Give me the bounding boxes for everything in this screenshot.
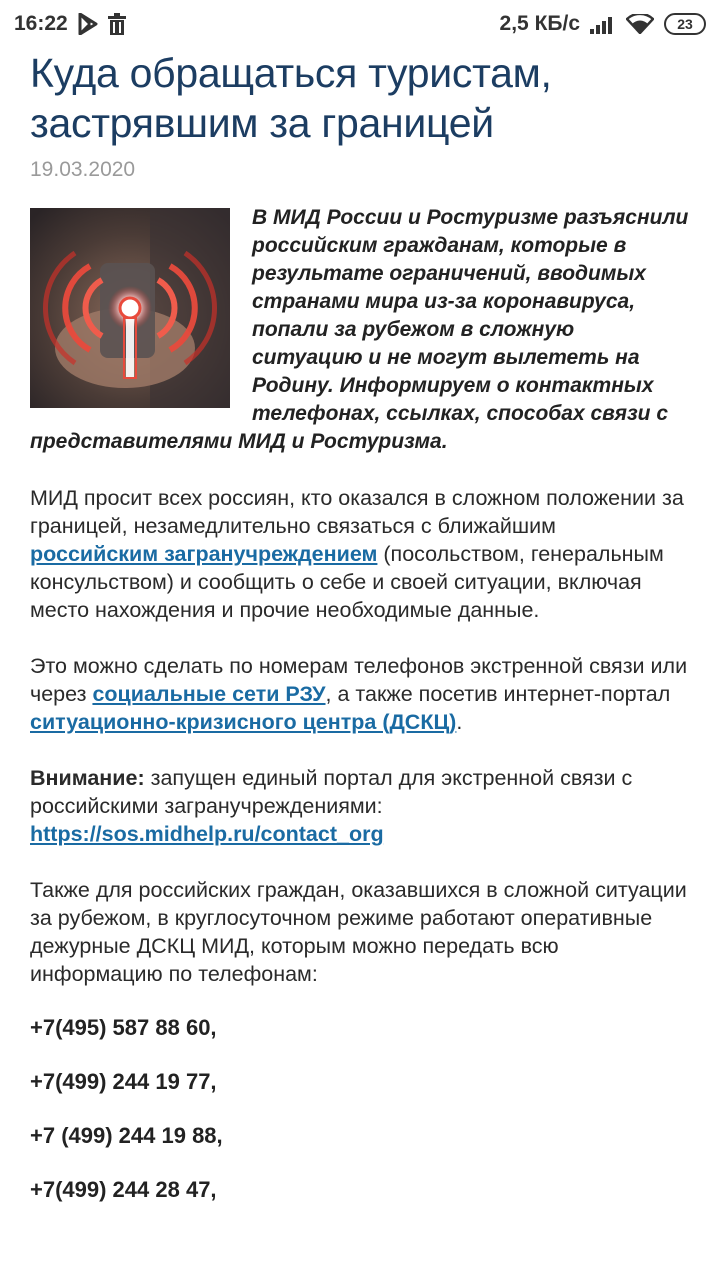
p2-text-before: Это можно сделать по номерам телефонов экстренной связи или через: [30, 654, 688, 706]
embassy-link[interactable]: российским загранучреждением: [30, 542, 378, 566]
article: [30, 48, 690, 1204]
phone-number: +7(495) 587 88 60,: [30, 1015, 217, 1040]
p2-text-after: .: [456, 710, 463, 734]
play-store-icon: [78, 13, 98, 35]
article-title: Куда обращаться туристам, застрявшим за границей: [30, 50, 552, 146]
p1-text-after: (посольством, генеральным консульством) и сообщить о себе и своей ситуации, включая место нахождения и прочие необходимые данные.: [30, 542, 664, 622]
phone-number: +7(499) 244 19 77,: [30, 1069, 217, 1094]
battery-level: 23: [677, 16, 693, 32]
sos-portal-link[interactable]: https://sos.midhelp.ru/contact_org: [30, 822, 384, 846]
p1-text-before: МИД просит всех россиян, кто оказался в сложном положении за границей, незамедлительно связаться с ближайшим: [30, 486, 684, 538]
status-bar-right: [500, 12, 706, 36]
paragraph-duty-officers: Также для российских граждан, оказавшихся в сложной ситуации за рубежом, в круглосуточном режиме работают оперативные дежурные ДСКЦ МИД, которым можно передать всю информацию по телефонам:: [30, 878, 687, 986]
battery-icon: [664, 13, 706, 35]
paragraph-emergency-channels: [30, 652, 690, 736]
status-time: 16:22: [14, 12, 68, 35]
lead-text: В МИД России и Ростуризме разъяснили российским гражданам, которые в результате ограничений, вводимых странами мира из-за коронавируса, попали за рубежом в сложную ситуацию и не могут вылететь на Родину. Информируем о контактных телефонах, ссылках, способах связи с представителями МИД и Ростуризма.: [30, 206, 689, 453]
phone-number: +7(499) 244 28 47,: [30, 1177, 217, 1202]
crisis-center-link[interactable]: ситуационно-кризисного центра (ДСКЦ): [30, 710, 457, 734]
article-date: 19.03.2020: [30, 158, 136, 181]
article-lead: [30, 204, 690, 456]
phone-number: +7 (499) 244 19 88,: [30, 1123, 223, 1148]
wifi-icon: [626, 14, 654, 34]
signal-icon: [590, 14, 616, 34]
paragraph-contact-embassy: [30, 484, 690, 624]
status-bar-left: [14, 12, 126, 36]
status-bar: [0, 0, 720, 48]
network-speed: 2,5 КБ/с: [499, 12, 580, 35]
trash-icon: [108, 13, 126, 35]
paragraph-attention: [30, 764, 690, 848]
p2-text-middle: , а также посетив интернет-портал: [325, 682, 671, 706]
article-image: [30, 208, 230, 408]
p3-text: запущен единый портал для экстренной связи с российскими загранучреждениями:: [30, 766, 633, 818]
attention-label: Внимание:: [30, 766, 145, 790]
social-networks-link[interactable]: социальные сети РЗУ: [92, 682, 326, 706]
